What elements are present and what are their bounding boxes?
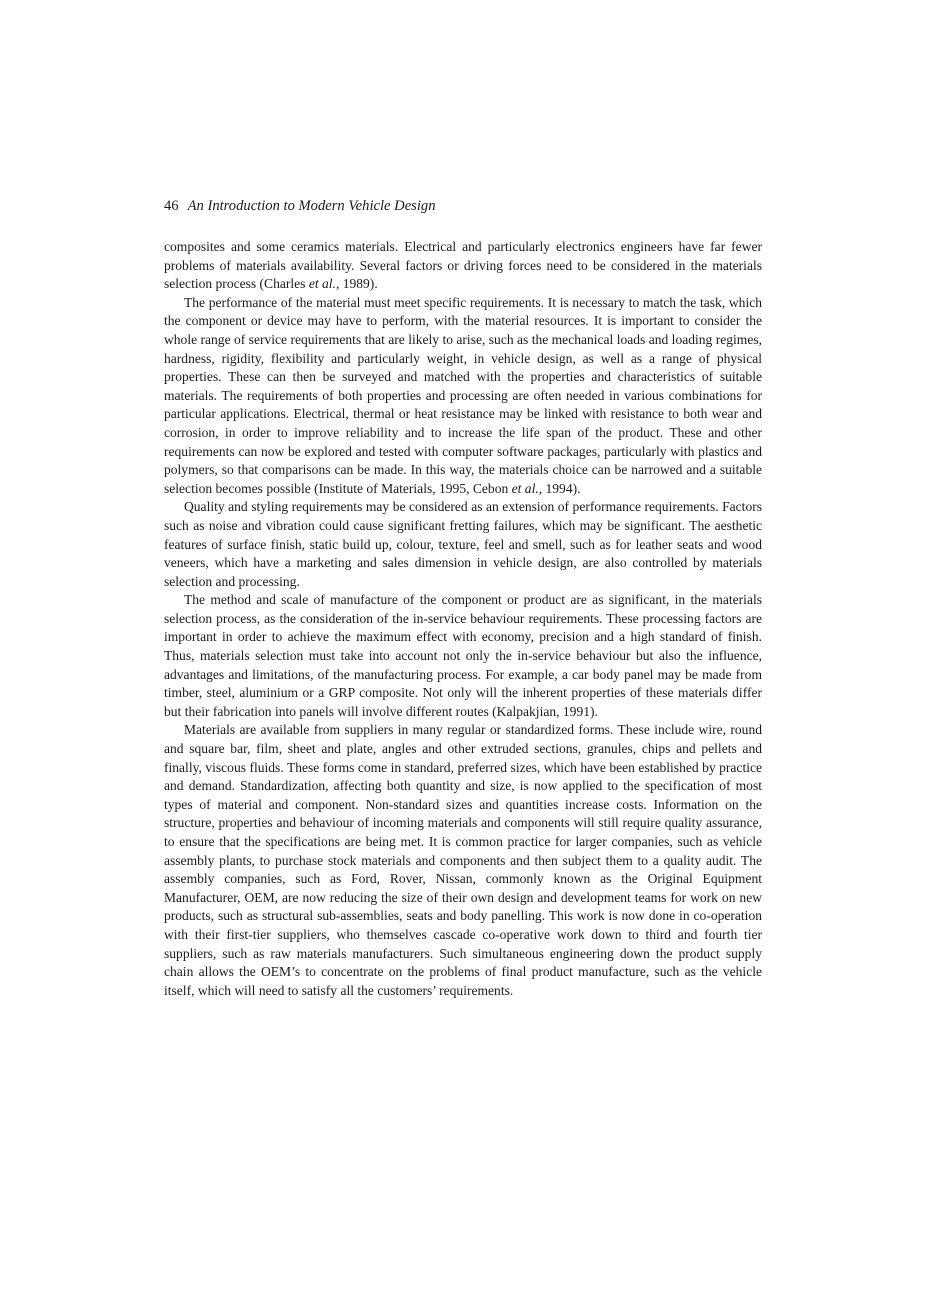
- paragraph-2: [164, 294, 762, 499]
- paragraph-1: [164, 238, 762, 294]
- paragraph-1-text: composites and some ceramics materials. Electrical and particularly electronics engineers have far fewer problems of materials availability. Several factors or driving forces need to be considered in the materials selection process (Charles: [164, 239, 762, 292]
- paragraph-5-text: Materials are available from suppliers in many regular or standardized forms. These include wire, round and square bar, film, sheet and plate, angles and other extruded sections, granules, chips and pellets and finally, viscous fluids. These forms come in standard, preferred sizes, which have been established by practice and demand. Standardization, affecting both quantity and size, is now applied to the specification of most types of material and component. Non-standard sizes and quantities increase costs. Information on the structure, properties and behaviour of incoming materials and components will still require quality assurance, to ensure that the specifications are being met. It is common practice for larger companies, such as vehicle assembly plants, to purchase stock materials and components and then subject them to a quality audit. The assembly companies, such as Ford, Rover, Nissan, commonly known as the Original Equipment Manufacturer, OEM, are now reducing the size of their own design and development teams for work on new products, such as structural sub-assemblies, seats and body panelling. This work is now done in co-operation with their first-tier suppliers, who themselves cascade co-operative work down to third and fourth tier suppliers, such as raw materials manufacturers. Such simultaneous engineering down the product supply chain allows the OEM’s to concentrate on the problems of final product manufacture, such as the vehicle itself, which will need to satisfy all the customers’ requirements.: [164, 722, 762, 998]
- page-number: 46: [164, 198, 179, 214]
- body-text: [164, 238, 762, 1000]
- book-title: An Introduction to Modern Vehicle Design: [187, 198, 436, 214]
- paragraph-2-citation-italic: et al.: [511, 480, 539, 496]
- paragraph-1-citation-italic: et al.: [308, 276, 336, 292]
- paragraph-1-text-end: , 1989).: [335, 276, 378, 292]
- paragraph-2-text: The performance of the material must meet specific requirements. It is necessary to match the task, which the component or device may have to perform, with the material resources. It is important to consider the whole range of service requirements that are likely to arise, such as the mechanical loads and loading regimes, hardness, rigidity, flexibility and particularly weight, in vehicle design, as well as a range of physical properties. These can then be surveyed and matched with the properties and characteristics of suitable materials. The requirements of both properties and processing are often needed in various combinations for particular applications. Electrical, thermal or heat resistance may be linked with resistance to both wear and corrosion, in order to improve reliability and to increase the life span of the product. These and other requirements can now be explored and tested with computer software packages, particularly with plastics and polymers, so that comparisons can be made. In this way, the materials choice can be narrowed and a suitable selection becomes possible (Institute of Materials, 1995, Cebon: [164, 294, 762, 496]
- running-head: [164, 196, 762, 216]
- paragraph-4: [164, 591, 762, 721]
- paragraph-5: [164, 721, 762, 1000]
- paragraph-2-text-end: , 1994).: [538, 480, 581, 496]
- paragraph-3-text: Quality and styling requirements may be considered as an extension of performance requirements. Factors such as noise and vibration could cause significant fretting failures, which may be significant. The aesthetic features of surface finish, static build up, colour, texture, feel and smell, such as for leather seats and wood veneers, which have a marketing and sales dimension in vehicle design, are also controlled by materials selection and processing.: [164, 499, 762, 589]
- book-page: [164, 196, 762, 1000]
- paragraph-3: [164, 498, 762, 591]
- paragraph-4-text: The method and scale of manufacture of the component or product are as significant, in the materials selection process, as the consideration of the in-service behaviour requirements. These processing factors are important in order to achieve the maximum effect with economy, precision and a high standard of finish. Thus, materials selection must take into account not only the in-service behaviour but also the influence, advantages and limitations, of the manufacturing process. For example, a car body panel may be made from timber, steel, aluminium or a GRP composite. Not only will the inherent properties of these materials differ but their fabrication into panels will involve different routes (Kalpakjian, 1991).: [164, 592, 762, 719]
